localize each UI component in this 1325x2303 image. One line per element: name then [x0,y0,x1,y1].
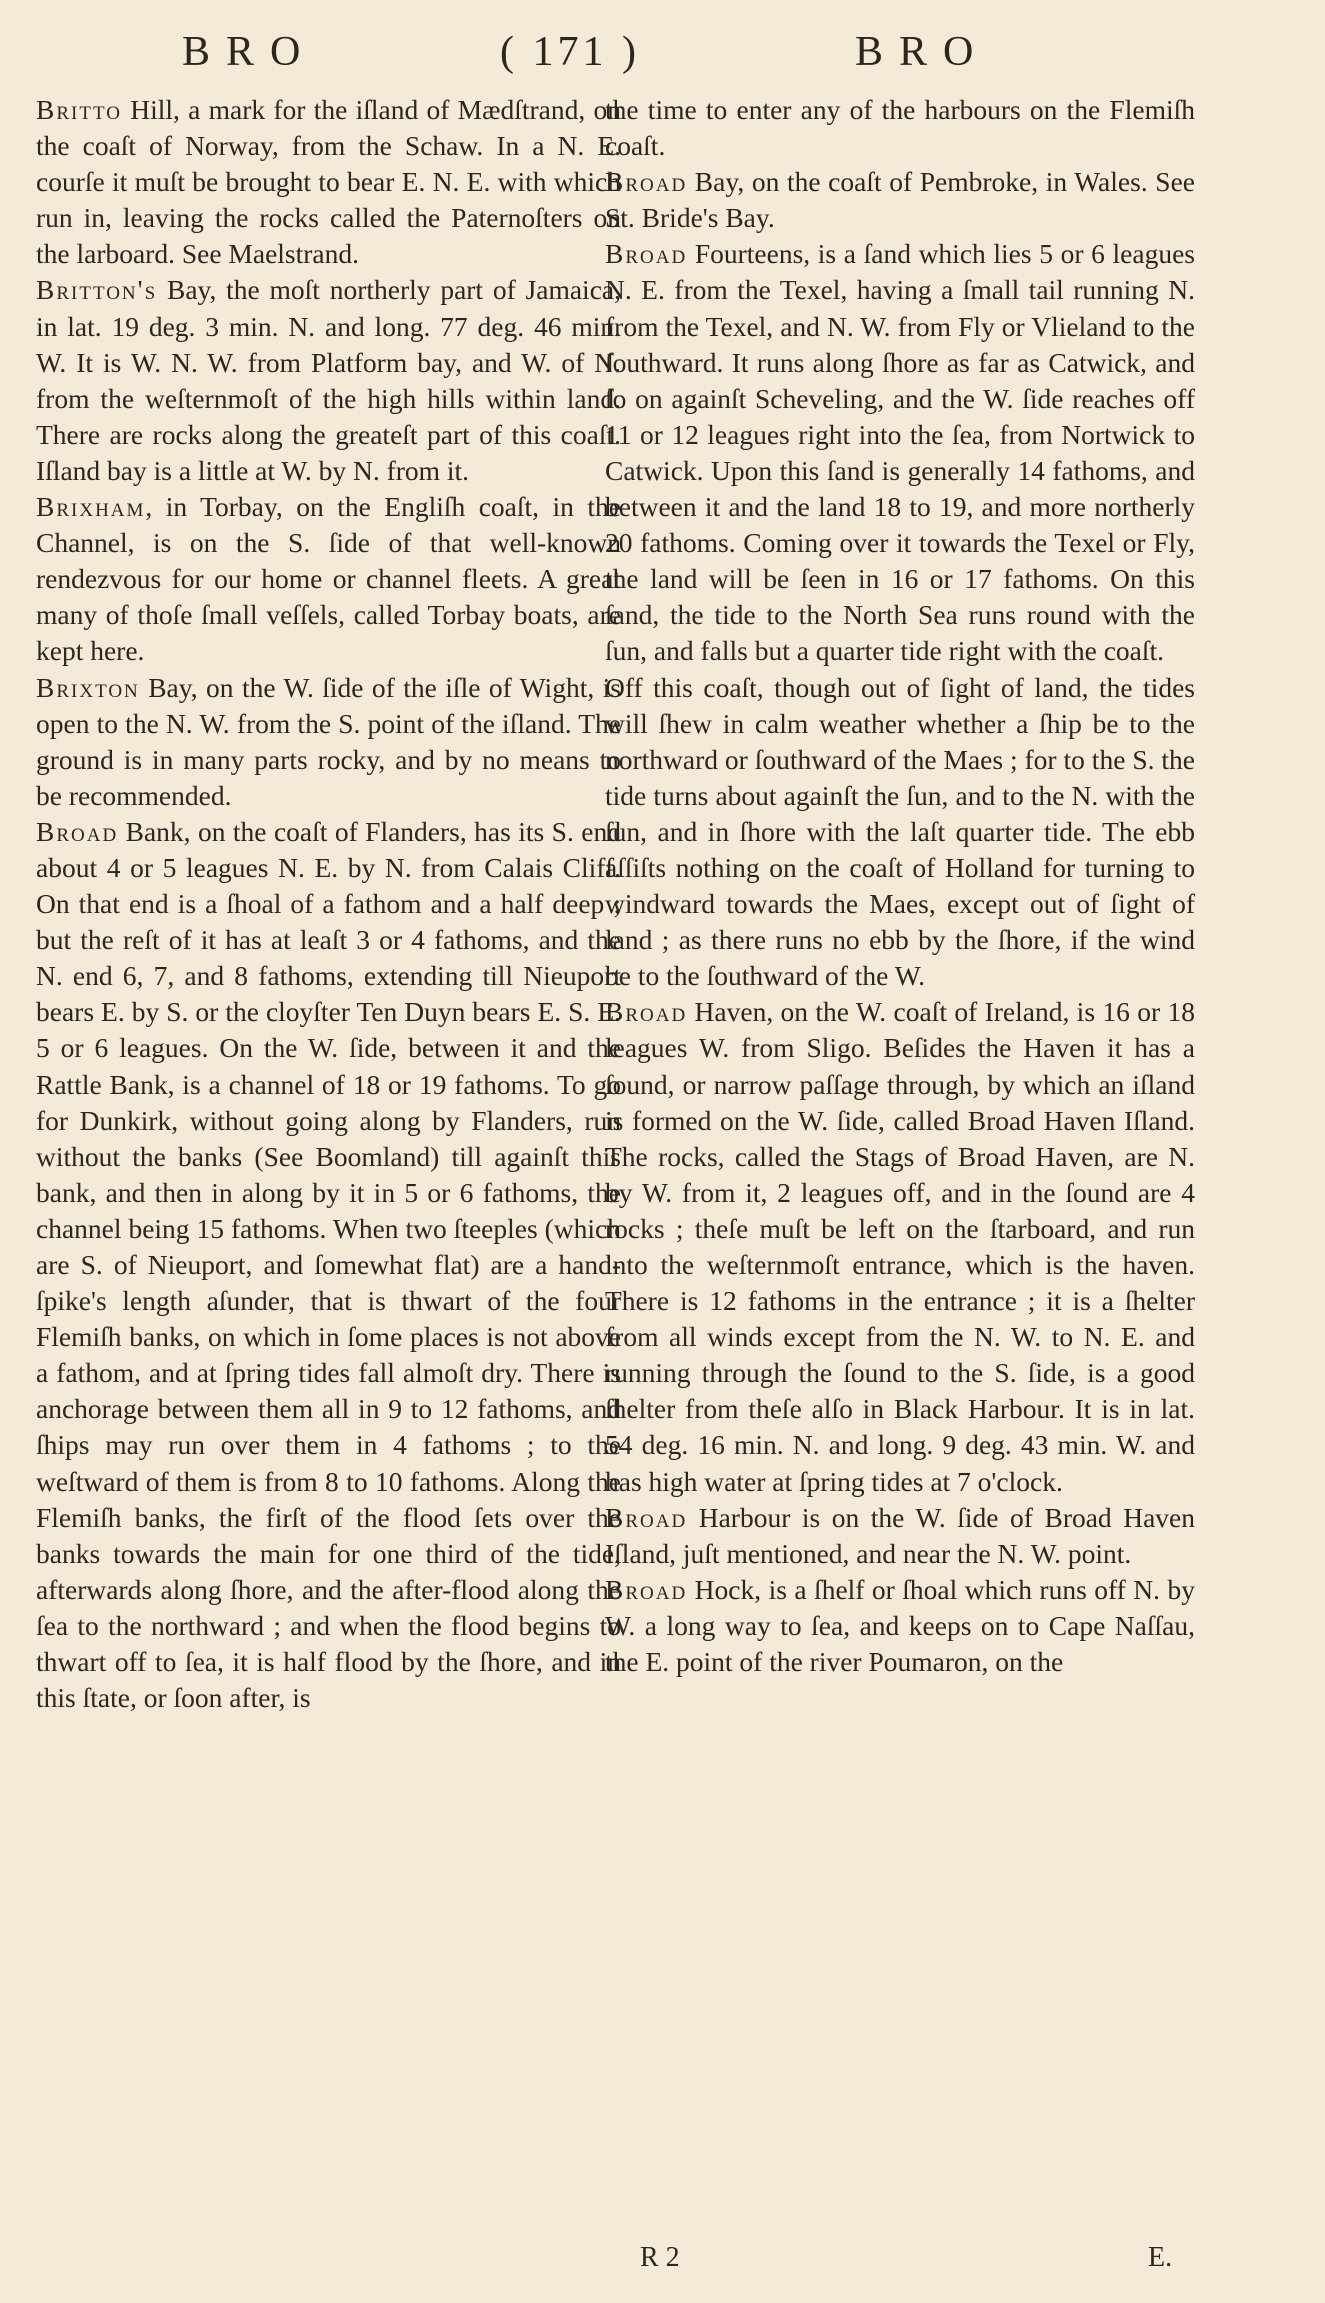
page-number: ( 171 ) [500,29,640,75]
entry [605,994,1195,1499]
entry-lead: Broad [605,238,688,270]
entry-text: Harbour is on the W. ſide of Broad Haven Iſland, juſt mentioned, and near the N. W. point. [605,1501,1195,1569]
entry-text: Bay, on the W. ſide of the iſle of Wight, is open to the N. W. from the S. point of the iſland. The ground is in many parts rocky, and by no means to be recommended. [36,671,621,811]
entry-text: Haven, on the W. coaſt of Ireland, is 16 or 18 leagues W. from Sligo. Beſides the Haven it has a ſound, or narrow paſſage through, by which an iſland is formed on the W. ſide, called Broad Haven Iſland. The rocks, called the Stags of Broad Haven, are N. by W. from it, 2 leagues off, and in the ſound are 4 rocks ; theſe muſt be left on the ſtarboard, and run into the weſternmoſt entrance, which is the haven. There is 12 fathoms in the entrance ; it is a ſhelter from all winds except from the N. W. to N. E. and running through the ſound to the S. ſide, is a good ſhelter from theſe alſo in Black Harbour. It is in lat. 54 deg. 16 min. N. and long. 9 deg. 43 min. W. and has high water at ſpring tides at 7 o'clock. [605,996,1195,1497]
entry [605,670,1195,995]
entry-lead: Broad [605,1573,688,1605]
entry [36,272,621,489]
entry [605,164,1195,236]
entry [36,92,621,272]
entry [36,489,621,669]
entry [605,1500,1195,1572]
entry-text: Hock, is a ſhelf or ſhoal which runs off N. by W. a long way to ſea, and keeps on to Cape Naſſau, the E. point of the river Poumaron, on the [605,1573,1195,1678]
entry-lead: Britton's [36,274,158,306]
entry-lead: Broad [605,996,688,1028]
entry-lead: Broad [605,1501,688,1533]
entry-text: Bank, on the coaſt of Flanders, has its S. end about 4 or 5 leagues N. E. by N. from Calais Cliff. On that end is a ſhoal of a fathom and a half deep ; but the reſt of it has at leaſt 3 or 4 fathoms, and the N. end 6, 7, and 8 fathoms, extending till Nieuport bears E. by S. or the cloyſter Ten Duyn bears E. S. E. 5 or 6 leagues. On the W. ſide, between it and the Rattle Bank, is a channel of 18 or 19 fathoms. To go for Dunkirk, without going along by Flanders, run without the banks (See Boomland) till againſt this bank, and then in along by it in 5 or 6 fathoms, the channel being 15 fathoms. When two ſteeples (which are S. of Nieuport, and ſomewhat flat) are a hand-ſpike's length aſunder, that is thwart of the four Flemiſh banks, on which in ſome places is not above a fathom, and at ſpring tides fall almoſt dry. There is anchorage between them all in 9 to 12 fathoms, and ſhips may run over them in 4 fathoms ; to the weſtward of them is from 8 to 10 fathoms. Along the Flemiſh banks, the firſt of the flood ſets over the banks towards the main for one third of the tide, afterwards along ſhore, and the after-flood along the ſea to the northward ; and when the flood begins to thwart off to ſea, it is half flood by the ſhore, and in this ſtate, or ſoon after, is [36,815,621,1714]
entry-lead: Brixham [36,491,146,523]
header-left: BRO [182,29,317,75]
right-column [605,92,1195,1680]
entry-text: Fourteens, is a ſand which lies 5 or 6 leagues N. E. from the Texel, having a ſmall tail running N. from the Texel, and N. W. from Fly or Vlieland to the ſouthward. It runs along ſhore as far as Catwick, and ſo on againſt Scheveling, and the W. ſide reaches off 11 or 12 leagues right into the ſea, from Nortwick to Catwick. Upon this ſand is generally 14 fathoms, and between it and the land 18 to 19, and more northerly 20 fathoms. Coming over it towards the Texel or Fly, the land will be ſeen in 16 or 17 fathoms. On this ſand, the tide to the North Sea runs round with the ſun, and falls but a quarter tide right with the coaſt. [605,238,1195,667]
page-footer [0,2242,1325,2282]
entry-text: the time to enter any of the harbours on the Flemiſh coaſt. [605,94,1195,162]
entry-text: Off this coaſt, though out of ſight of land, the tides will ſhew in calm weather whether a ſhip be to the northward or ſouthward of the Maes ; for to the S. the tide turns about againſt the ſun, and to the N. with the ſun, and in ſhore with the laſt quarter tide. The ebb aſſiſts nothing on the coaſt of Holland for turning to windward towards the Maes, except out of ſight of land ; as there runs no ebb by the ſhore, if the wind be to the ſouthward of the W. [605,671,1195,992]
entry [36,670,621,814]
entry-text: Bay, the moſt northerly part of Jamaica, in lat. 19 deg. 3 min. N. and long. 77 deg. 46 min. W. It is W. N. W. from Platform bay, and W. of N. from the weſternmoſt of the high hills within land. There are rocks along the greateſt part of this coaſt. Iſland bay is a little at W. by N. from it. [36,274,621,486]
entry-lead: Brixton [36,671,140,703]
entry-lead: Broad [36,815,119,847]
entry [605,92,1195,164]
entry-text: Bay, on the coaſt of Pembroke, in Wales. See St. Bride's Bay. [605,166,1195,234]
left-column [36,92,621,1716]
entry [605,236,1195,669]
entry-text: , in Torbay, on the Engliſh coaſt, in the Channel, is on the S. ſide of that well-known rendezvous for our home or channel fleets. A great many of thoſe ſmall veſſels, called Torbay boats, are kept here. [36,491,621,667]
entry [36,814,621,1716]
entry [605,1572,1195,1680]
entry-lead: Broad [605,166,688,198]
header-right: BRO [855,29,990,75]
running-header [0,18,1325,78]
signature-mark: R 2 [640,2242,680,2273]
entry-text: Hill, a mark for the iſland of Mædſtrand, on the coaſt of Norway, from the Schaw. In a N. E. courſe it muſt be brought to bear E. N. E. with which run in, leaving the rocks called the Paternoſters on the larboard. See Maelstrand. [36,94,621,270]
catchword: E. [1148,2242,1173,2273]
entry-lead: Britto [36,94,122,125]
